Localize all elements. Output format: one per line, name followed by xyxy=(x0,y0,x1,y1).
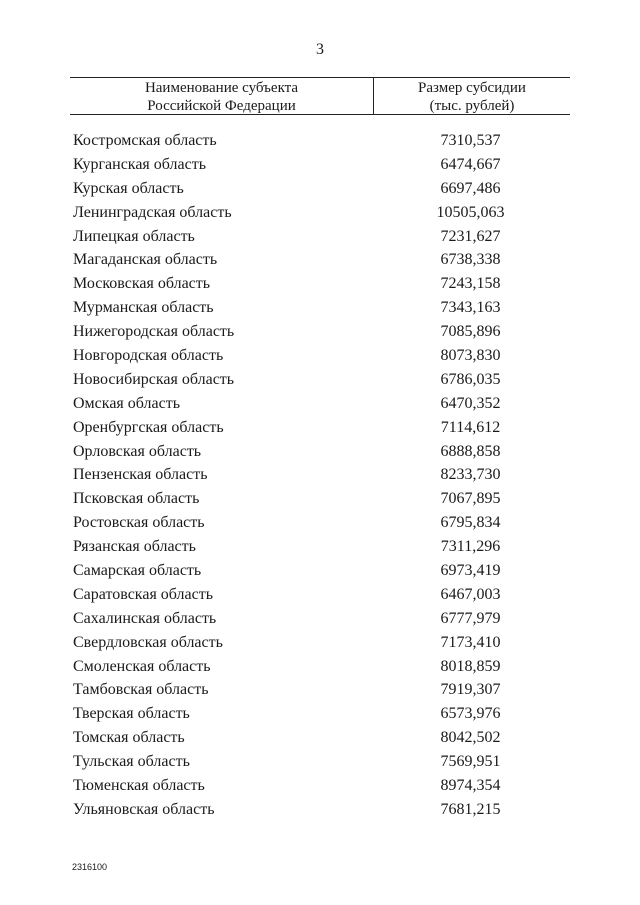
table-row xyxy=(0,392,640,416)
subsidy-amount: 7569,951 xyxy=(440,753,501,771)
subsidy-amount: 7919,307 xyxy=(440,681,501,699)
table-row xyxy=(0,272,640,296)
table-row xyxy=(0,607,640,631)
region-name: Пензенская область xyxy=(73,466,208,484)
subsidy-amount: 8974,354 xyxy=(440,776,501,794)
region-name: Магаданская область xyxy=(73,251,218,269)
subsidy-amount: 7173,410 xyxy=(440,633,501,651)
region-name: Мурманская область xyxy=(73,299,214,317)
subsidy-amount: 7310,537 xyxy=(440,131,501,149)
subsidy-amount: 8018,859 xyxy=(440,657,501,675)
subsidy-amount: 6888,858 xyxy=(440,442,501,460)
table-row xyxy=(0,248,640,272)
header-name-line1: Наименование субъекта xyxy=(144,80,299,96)
table-row xyxy=(0,631,640,655)
subsidy-amount: 7114,612 xyxy=(440,418,501,436)
region-name: Оренбургская область xyxy=(73,418,224,436)
subsidy-amount: 6573,976 xyxy=(440,705,501,723)
region-name: Ульяновская область xyxy=(73,800,215,818)
region-name: Липецкая область xyxy=(73,227,195,245)
header-name-column xyxy=(70,78,374,114)
subsidy-amount: 7067,895 xyxy=(440,490,501,508)
table-row xyxy=(0,535,640,559)
table-row xyxy=(0,511,640,535)
subsidy-amount: 6786,035 xyxy=(440,370,501,388)
region-name: Томская область xyxy=(73,729,185,747)
region-name: Тульская область xyxy=(73,753,190,771)
table-row xyxy=(0,368,640,392)
table-row xyxy=(0,702,640,726)
table-row xyxy=(0,583,640,607)
table-row xyxy=(0,344,640,368)
table-row xyxy=(0,320,640,344)
header-value-line2: (тыс. рублей) xyxy=(429,98,515,114)
table-body xyxy=(0,129,640,822)
table-row xyxy=(0,559,640,583)
region-name: Омская область xyxy=(73,394,180,412)
header-name-line2: Российской Федерации xyxy=(147,98,296,114)
table-row xyxy=(0,726,640,750)
table-row xyxy=(0,296,640,320)
table-row xyxy=(0,440,640,464)
subsidy-amount: 7085,896 xyxy=(440,323,501,341)
subsidy-amount: 6973,419 xyxy=(440,561,501,579)
table-row xyxy=(0,201,640,225)
page-number: 3 xyxy=(316,41,324,58)
region-name: Орловская область xyxy=(73,442,202,460)
subsidy-amount: 7681,215 xyxy=(440,800,501,818)
subsidy-amount: 6467,003 xyxy=(440,585,501,603)
subsidy-amount: 6474,667 xyxy=(440,155,501,173)
subsidy-amount: 7243,158 xyxy=(440,275,501,293)
table-header xyxy=(70,77,570,115)
subsidy-amount: 8073,830 xyxy=(440,346,501,364)
table-row xyxy=(0,177,640,201)
region-name: Курганская область xyxy=(73,155,207,173)
document-code: 2316100 xyxy=(72,862,108,872)
table-row xyxy=(0,774,640,798)
subsidy-amount: 7343,163 xyxy=(440,299,501,317)
subsidy-amount: 8233,730 xyxy=(440,466,501,484)
region-name: Тверская область xyxy=(73,705,190,723)
region-name: Ростовская область xyxy=(73,514,205,532)
table-row xyxy=(0,678,640,702)
region-name: Курская область xyxy=(73,179,184,197)
header-value-line1: Размер субсидии xyxy=(418,80,526,96)
subsidy-amount: 6697,486 xyxy=(440,179,501,197)
table-row xyxy=(0,129,640,153)
subsidy-amount: 8042,502 xyxy=(440,729,501,747)
region-name: Свердловская область xyxy=(73,633,223,651)
region-name: Рязанская область xyxy=(73,538,196,556)
table-row xyxy=(0,153,640,177)
subsidy-amount: 6777,979 xyxy=(440,609,501,627)
region-name: Смоленская область xyxy=(73,657,211,675)
table-row xyxy=(0,225,640,249)
subsidy-amount: 10505,063 xyxy=(436,203,505,221)
table-row xyxy=(0,463,640,487)
region-name: Новгородская область xyxy=(73,346,224,364)
region-name: Нижегородская область xyxy=(73,323,235,341)
region-name: Новосибирская область xyxy=(73,370,235,388)
region-name: Тамбовская область xyxy=(73,681,209,699)
region-name: Самарская область xyxy=(73,561,202,579)
table-row xyxy=(0,798,640,822)
region-name: Костромская область xyxy=(73,131,217,149)
region-name: Сахалинская область xyxy=(73,609,217,627)
table-row xyxy=(0,416,640,440)
subsidy-amount: 7231,627 xyxy=(440,227,501,245)
table-row xyxy=(0,655,640,679)
table-row xyxy=(0,487,640,511)
region-name: Саратовская область xyxy=(73,585,214,603)
table-row xyxy=(0,750,640,774)
region-name: Тюменская область xyxy=(73,776,205,794)
region-name: Ленинградская область xyxy=(73,203,232,221)
subsidy-amount: 6795,834 xyxy=(440,514,501,532)
subsidy-amount: 7311,296 xyxy=(440,538,501,556)
subsidy-amount: 6470,352 xyxy=(440,394,501,412)
subsidy-amount: 6738,338 xyxy=(440,251,501,269)
region-name: Псковская область xyxy=(73,490,200,508)
header-value-column xyxy=(374,78,570,114)
region-name: Московская область xyxy=(73,275,211,293)
